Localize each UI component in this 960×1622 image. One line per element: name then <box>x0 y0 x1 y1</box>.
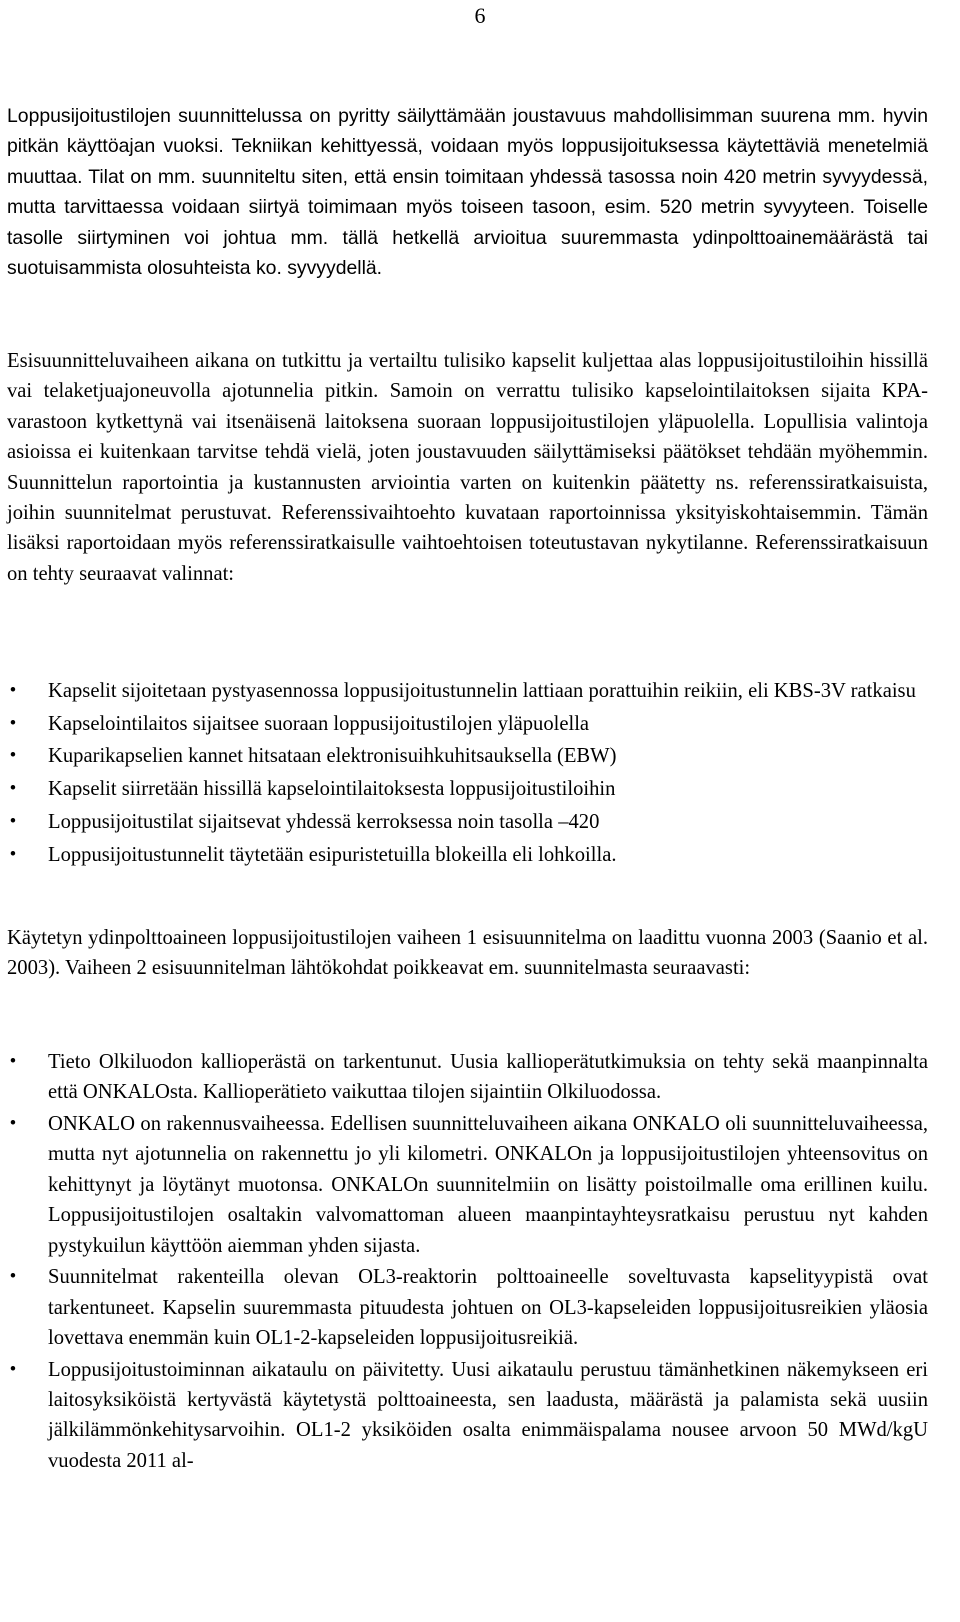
bullet-icon: • <box>9 778 17 800</box>
paragraph-flexibility: Loppusijoitustilojen suunnittelussa on pyritty säilyttämään joustavuus mahdollisimman suurena mm. hyvin pitkän käyttöajan vuoksi. Tekniikan kehittyessä, voidaan myös loppusijoituksessa käytettäviä menetelmiä muuttaa. Tilat on mm. suunniteltu siten, että ensin toimitaan yhdessä tasossa noin 420 metrin syvyydessä, mutta tarvittaessa voidaan siirtyä toimimaan myös toiseen tasoon, esim. 520 metrin syvyyteen. Toiselle tasolle siirtyminen voi johtua mm. tällä hetkellä arvioitua suuremmasta ydinpolttoainemäärästä tai suotuisammista olosuhteista ko. syvyydellä. <box>7 105 928 280</box>
list-item-text: Kapselointilaitos sijaitsee suoraan loppusijoitustilojen yläpuolella <box>48 712 590 735</box>
bullet-icon: • <box>9 680 17 701</box>
list-item <box>7 676 928 706</box>
paragraph-reference-solution: Esisuunnitteluvaiheen aikana on tutkittu ja vertailtu tulisiko kapselit kuljettaa alas loppusijoitustiloihin hissillä vai telaketjuajoneuvolla ajotunnelia pitkin. Samoin on verrattu tulisiko kapselointilaitoksen sijaita KPA-varastoon kytkettynä vai itsenäisenä laitoksena suoraan loppusijoitustilojen yläpuolella. Lopullisia valintoja asioissa ei kuitenkaan tarvitse tehdä vielä, joten joustavuuden säilyttämiseksi päätökset tehdään myöhemmin. Suunnittelun raportointia ja kustannusten arviointia varten on kuitenkin päätetty ns. referenssiratkaisuista, joihin suunnitelmat perustuvat. Referenssivaihtoehto kuvataan raportoinnissa yksityiskohtaisemmin. Tämän lisäksi raportoidaan myös referenssiratkaisulle vaihtoehtoisen toteutustavan nykytilanne. Referenssiratkaisuun on tehty seuraavat valinnat: <box>7 350 928 585</box>
list-item <box>7 774 928 804</box>
list-item-text: Kapselit sijoitetaan pystyasennossa loppusijoitustunnelin lattiaan porattuihin reikiin, eli KBS-3V ratkaisu <box>48 680 916 702</box>
list-item <box>7 1262 928 1353</box>
list-item <box>7 741 928 771</box>
list-item <box>7 1109 928 1261</box>
list-item-text: Kuparikapselien kannet hitsataan elektronisuihkuhitsauksella (EBW) <box>48 745 617 768</box>
list-item <box>7 1355 928 1477</box>
bullet-icon: • <box>9 745 17 767</box>
list-item <box>7 709 928 739</box>
list-item-text: Loppusijoitustoiminnan aikataulu on päivitetty. Uusi aikataulu perustuu tämänhetkinen näkemykseen eri laitosyksiköistä kertyvästä käytetystä polttoaineesta, sen laadusta, määrästä ja palamista sekä uusiin jälkilämmönkehitysarvoihin. OL1-2 yksiköiden osalta enimmäispalama nousee arvoon 50 MWd/kgU vuodesta 2011 al- <box>48 1358 928 1472</box>
list-item-text: Tieto Olkiluodon kallioperästä on tarkentunut. Uusia kallioperätutkimuksia on tehty sekä maanpinnalta että ONKALOsta. Kallioperätieto vaikuttaa tilojen sijaintiin Olkiluodossa. <box>48 1051 928 1104</box>
list-item <box>7 807 928 837</box>
list-item-text: Loppusijoitustilat sijaitsevat yhdessä kerroksessa noin tasolla –420 <box>48 810 600 833</box>
list-item <box>7 1047 928 1108</box>
list-item-text: Loppusijoitustunnelit täytetään esipuristetuilla blokeilla eli lohkoilla. <box>48 843 617 866</box>
plan-differences-list <box>7 1047 928 1477</box>
bullet-icon: • <box>9 843 17 865</box>
list-item-text: Suunnitelmat rakenteilla olevan OL3-reaktorin polttoaineelle soveltuvasta kapselityypistä ovat tarkentuneet. Kapselin suuremmasta pituudesta johtuen on OL3-kapseleiden loppusijoitusreikien yläosia lovettava enemmän kuin OL1-2-kapseleiden loppusijoitusreikiä. <box>48 1266 928 1350</box>
bullet-icon: • <box>9 1266 17 1288</box>
bullet-icon: • <box>9 1113 17 1134</box>
list-item <box>7 840 928 870</box>
bullet-icon: • <box>9 1051 17 1072</box>
page-number: 6 <box>474 3 486 28</box>
paragraph-preliminary-plan: Käytetyn ydinpolttoaineen loppusijoitustilojen vaiheen 1 esisuunnitelma on laadittu vuonna 2003 (Saanio et al. 2003). Vaiheen 2 esisuunnitelman lähtökohdat poikkeavat em. suunnitelmasta seuraavasti: <box>7 927 928 980</box>
reference-choices-list <box>7 676 928 872</box>
bullet-icon: • <box>9 1358 17 1380</box>
bullet-icon: • <box>9 810 17 832</box>
list-item-text: ONKALO on rakennusvaiheessa. Edellisen suunnitteluvaiheen aikana ONKALO oli suunnitteluvaiheessa, mutta nyt ajotunnelia on rakennettu jo yli kilometri. ONKALOn ja loppusijoitustilojen yhteensovitus on kehittynyt ja löytänyt muotonsa. ONKALOn suunnitelmiin on lisätty poistoilmalle oma erillinen kuilu. Loppusijoitustilojen osaltakin valvomattoman alueen maanpintayhteysratkaisu perustuu nyt kahden pystykuilun käyttöön aiemman yhden sijasta. <box>48 1113 928 1257</box>
bullet-icon: • <box>9 712 17 734</box>
list-item-text: Kapselit siirretään hissillä kapselointilaitoksesta loppusijoitustiloihin <box>48 778 616 801</box>
